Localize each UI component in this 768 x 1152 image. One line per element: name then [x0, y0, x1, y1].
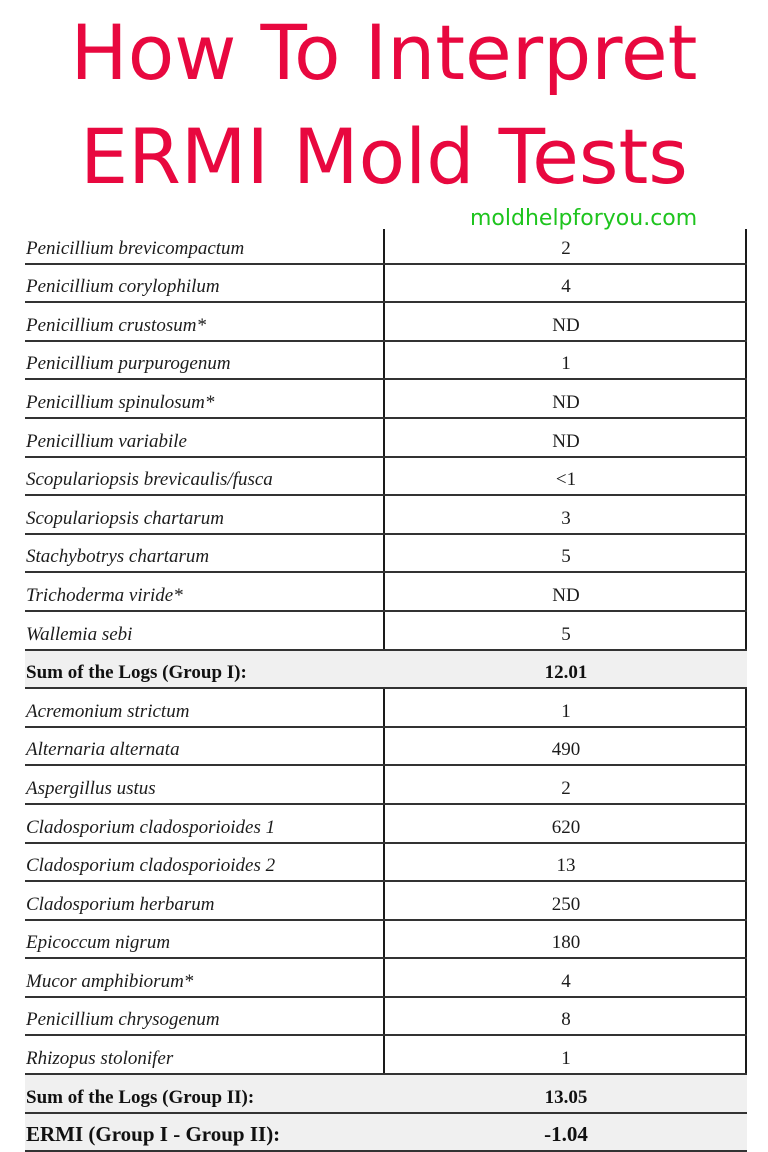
- species-name: Penicillium corylophilum: [26, 276, 220, 298]
- group2-sum-row: [25, 1075, 747, 1114]
- ermi-value: -1.04: [544, 1122, 588, 1147]
- table-row: [25, 496, 747, 535]
- table-row: [25, 419, 747, 458]
- species-value: 180: [551, 932, 581, 954]
- species-value: ND: [552, 430, 580, 452]
- ermi-label: ERMI (Group I - Group II):: [26, 1122, 281, 1147]
- species-name: Cladosporium herbarum: [26, 893, 215, 915]
- species-value: 620: [551, 816, 581, 838]
- ermi-results-table: [25, 226, 747, 1152]
- group1-sum-value: 12.01: [544, 662, 588, 684]
- table-row: [25, 805, 747, 844]
- species-value: 5: [561, 623, 571, 645]
- table-row: [25, 1036, 747, 1075]
- table-row: [25, 573, 747, 612]
- table-row: [25, 689, 747, 728]
- table-row: [25, 921, 747, 960]
- title-line-1: How To Interpret: [70, 8, 698, 97]
- table-row: [25, 303, 747, 342]
- species-value: 3: [561, 507, 571, 529]
- species-value: 5: [561, 546, 571, 568]
- group2-sum-label: Sum of the Logs (Group II):: [26, 1086, 255, 1108]
- species-name: Penicillium chrysogenum: [26, 1009, 220, 1031]
- table-row: [25, 342, 747, 381]
- table-row: [25, 535, 747, 574]
- species-value: 2: [561, 777, 571, 799]
- species-value: 490: [551, 739, 581, 761]
- species-name: Wallemia sebi: [26, 623, 133, 645]
- species-name: Epicoccum nigrum: [26, 932, 171, 954]
- species-name: Rhizopus stolonifer: [26, 1048, 174, 1070]
- species-value: 250: [551, 893, 581, 915]
- species-name: Alternaria alternata: [26, 739, 180, 761]
- species-name: Aspergillus ustus: [26, 777, 156, 799]
- species-value: <1: [555, 469, 577, 491]
- table-row: [25, 265, 747, 304]
- species-name: Cladosporium cladosporioides 1: [26, 816, 276, 838]
- species-name: Cladosporium cladosporioides 2: [26, 855, 276, 877]
- species-value: 13: [556, 855, 576, 877]
- group2-sum-value: 13.05: [544, 1086, 588, 1108]
- species-value: 1: [561, 353, 571, 375]
- table-row: [25, 612, 747, 651]
- ermi-score-row: [25, 1114, 747, 1152]
- species-value: ND: [552, 584, 580, 606]
- species-name: Penicillium variabile: [26, 430, 187, 452]
- watermark: moldhelpforyou.com: [470, 206, 698, 231]
- species-name: Scopulariopsis chartarum: [26, 507, 224, 529]
- group1-sum-label: Sum of the Logs (Group I):: [26, 662, 247, 684]
- species-name: Scopulariopsis brevicaulis/fusca: [26, 469, 273, 491]
- species-name: Trichoderma viride*: [26, 584, 183, 606]
- species-name: Penicillium purpurogenum: [26, 353, 231, 375]
- species-value: ND: [552, 314, 580, 336]
- title-line-2: ERMI Mold Tests: [80, 112, 688, 201]
- species-value: 8: [561, 1009, 571, 1031]
- table-row: [25, 844, 747, 883]
- species-name: Mucor amphibiorum*: [26, 970, 194, 992]
- species-name: Stachybotrys chartarum: [26, 546, 210, 568]
- table-row: [25, 959, 747, 998]
- table-row: [25, 998, 747, 1037]
- table-row: [25, 380, 747, 419]
- species-value: 4: [561, 970, 571, 992]
- group1-sum-row: [25, 651, 747, 690]
- species-name: Penicillium crustosum*: [26, 314, 206, 336]
- species-value: 1: [561, 700, 571, 722]
- species-value: 4: [561, 276, 571, 298]
- species-value: 2: [561, 237, 571, 259]
- species-value: ND: [552, 391, 580, 413]
- species-name: Penicillium spinulosum*: [26, 391, 215, 413]
- table-row: [25, 882, 747, 921]
- table-row: [25, 766, 747, 805]
- species-value: 1: [561, 1048, 571, 1070]
- table-row: [25, 458, 747, 497]
- table-row: [25, 728, 747, 767]
- species-name: Penicillium brevicompactum: [26, 237, 245, 259]
- species-name: Acremonium strictum: [26, 700, 190, 722]
